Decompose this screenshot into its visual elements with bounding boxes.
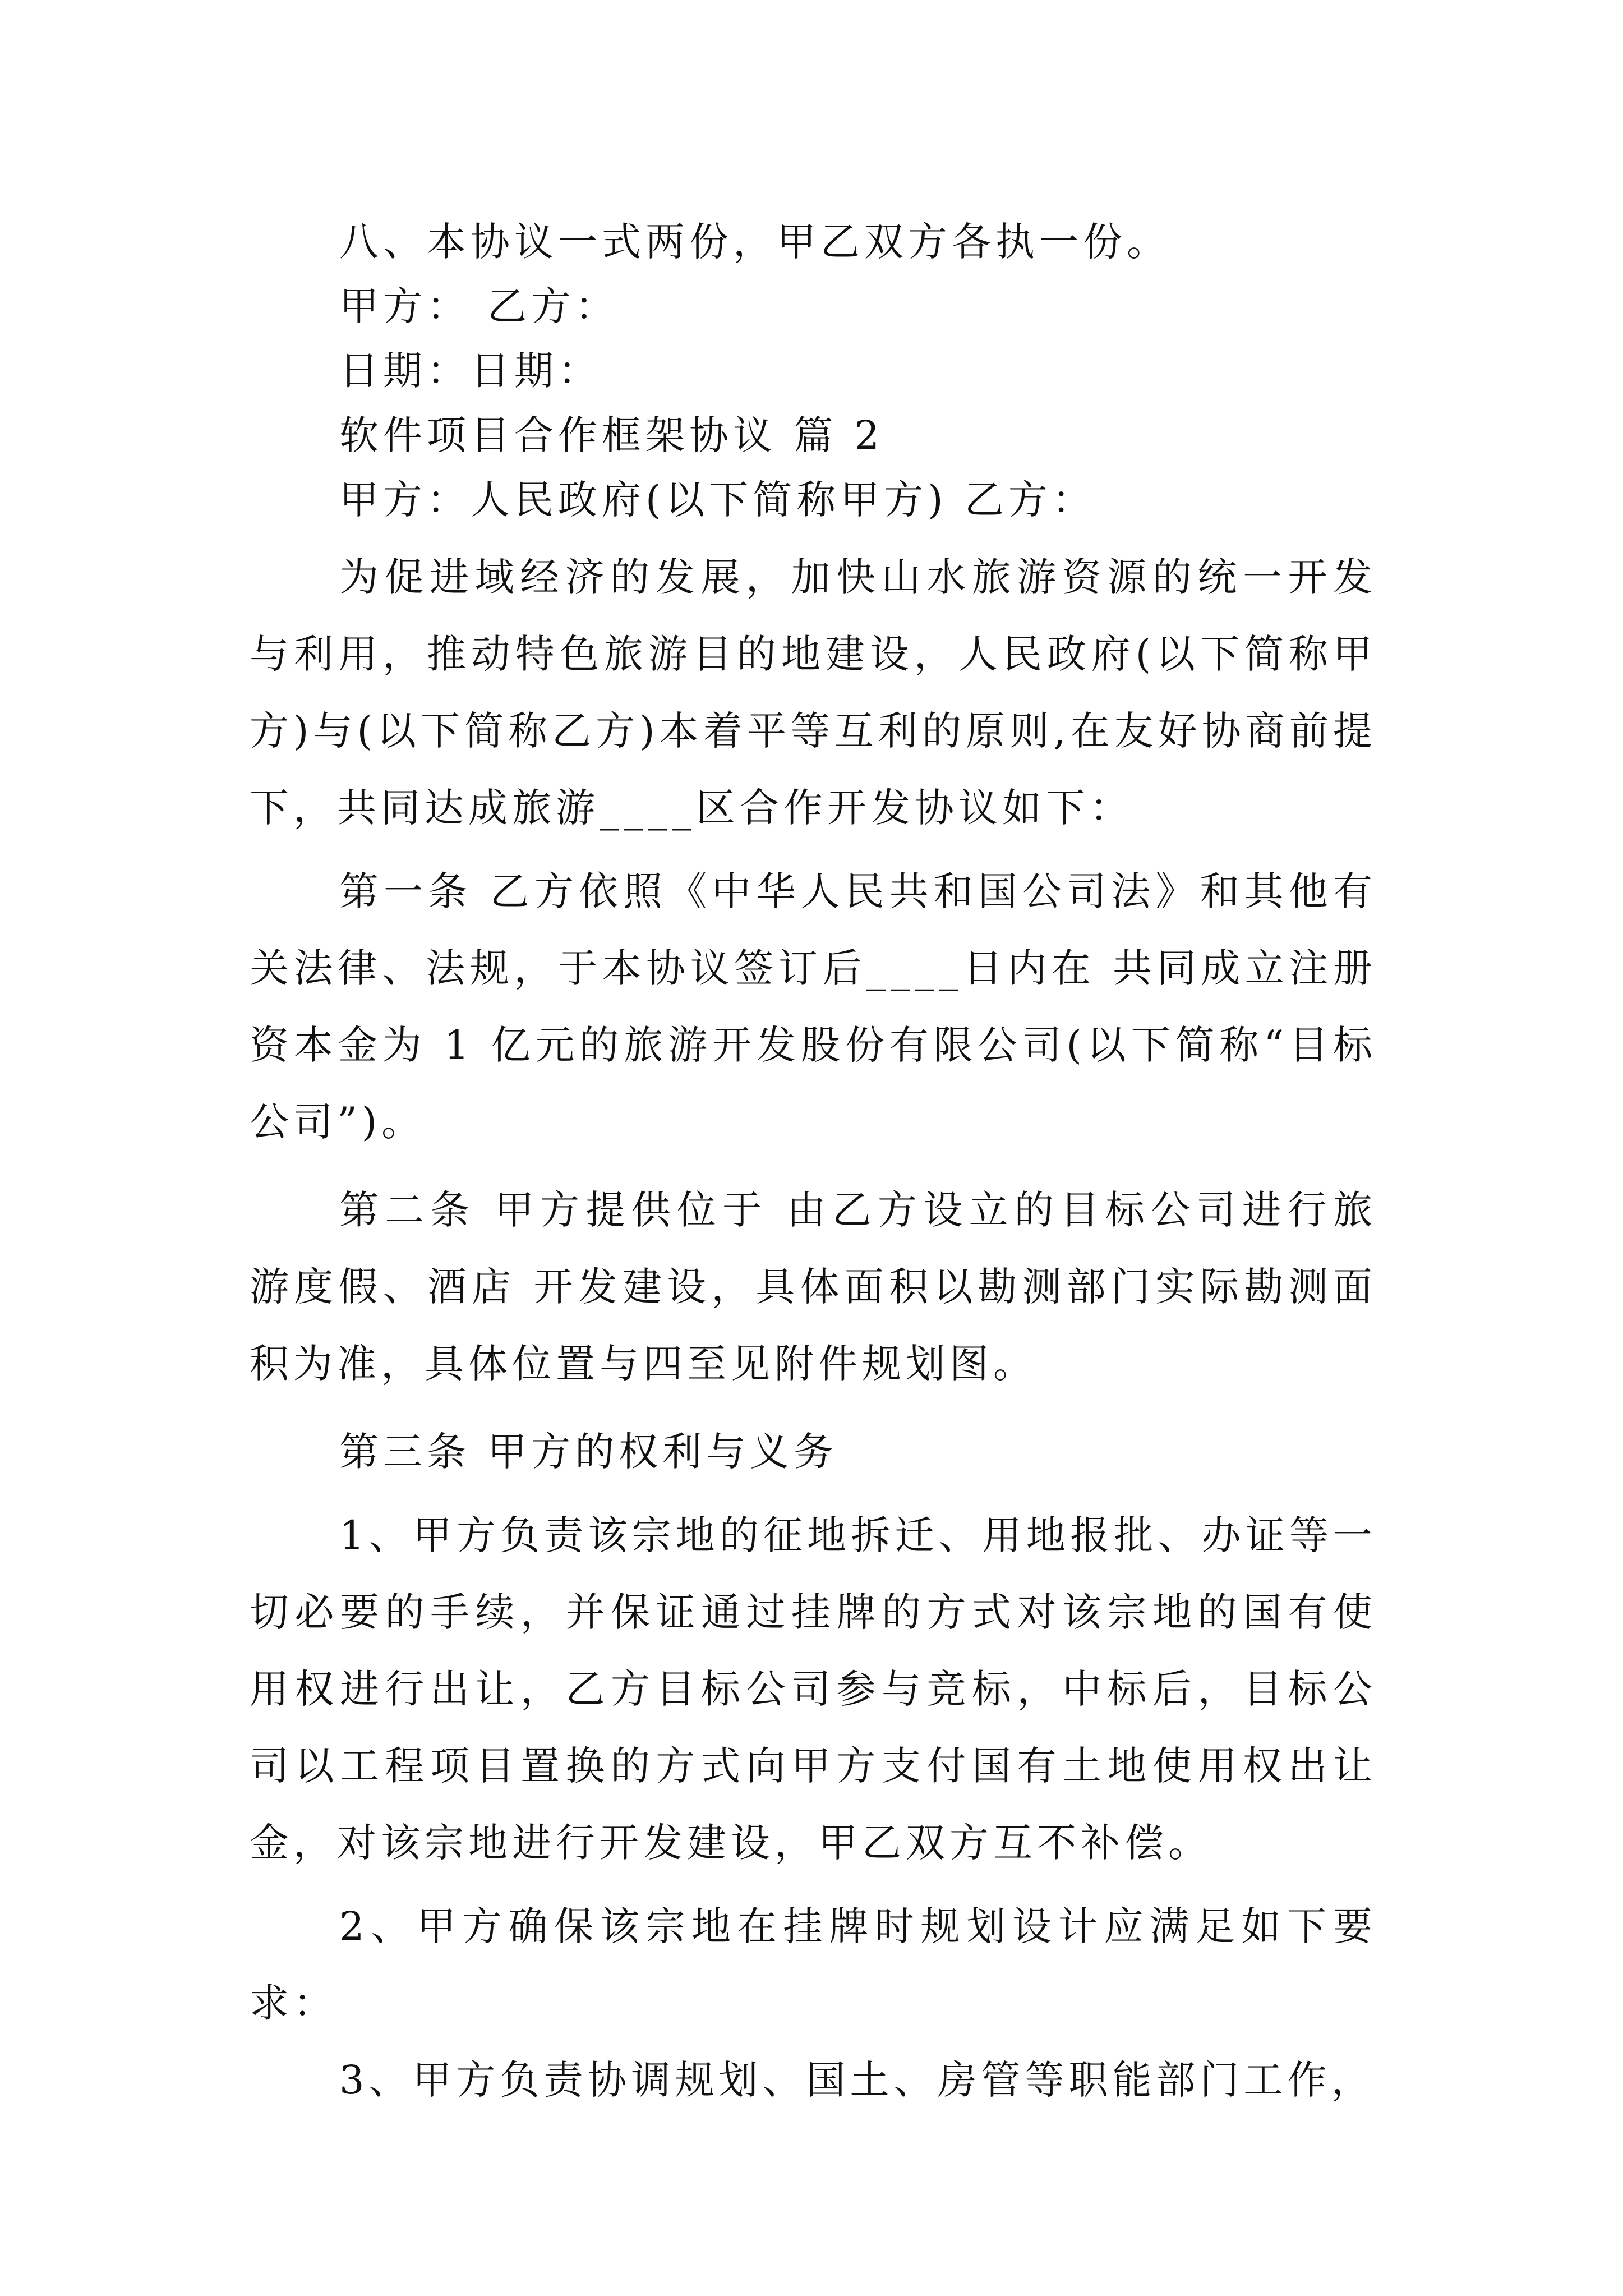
section-heading: 软件项目合作框架协议 篇 2	[339, 412, 884, 458]
obligation-three-paragraph: 3、甲方负责协调规划、国土、房管等职能部门工作，	[339, 2057, 1375, 2103]
obligation-two-paragraph: 2、甲方确保该宗地在挂牌时规划设计应满足如下要求：	[250, 1903, 1377, 2026]
parties-line: 甲方：人民政府(以下简称甲方) 乙方：	[339, 477, 1096, 523]
party-signature-line: 甲方： 乙方：	[339, 283, 619, 329]
preamble-paragraph: 为促进域经济的发展，加快山水旅游资源的统一开发与利用，推动特色旅游目的地建设，人民政府(以下简称甲方)与(以下简称乙方)本着平等互利的原则,在友好协商前提下，共同达成旅游____区合作开发协议如下：	[250, 554, 1377, 831]
article-one-paragraph: 第一条 乙方依照《中华人民共和国公司法》和其他有关法律、法规，于本协议签订后____日内在 共同成立注册资本金为 1 亿元的旅游开发股份有限公司(以下简称“目标公司”)。	[250, 868, 1377, 1145]
obligation-one-paragraph: 1、甲方负责该宗地的征地拆迁、用地报批、办证等一切必要的手续，并保证通过挂牌的方式对该宗地的国有使用权进行出让，乙方目标公司参与竞标，中标后，目标公司以工程项目置换的方式向甲方支付国有土地使用权出让金，对该宗地进行开发建设，甲乙双方互不补偿。	[250, 1512, 1377, 1866]
article-two-paragraph: 第二条 甲方提供位于 由乙方设立的目标公司进行旅游度假、酒店 开发建设，具体面积以勘测部门实际勘测面积为准，具体位置与四至见附件规划图。	[250, 1187, 1377, 1387]
clause-eight-line: 八、本协议一式两份，甲乙双方各执一份。	[339, 219, 1170, 265]
document-body	[250, 210, 1377, 2119]
article-three-heading: 第三条 甲方的权利与义务	[339, 1429, 838, 1475]
date-line: 日期：日期：	[339, 348, 602, 394]
